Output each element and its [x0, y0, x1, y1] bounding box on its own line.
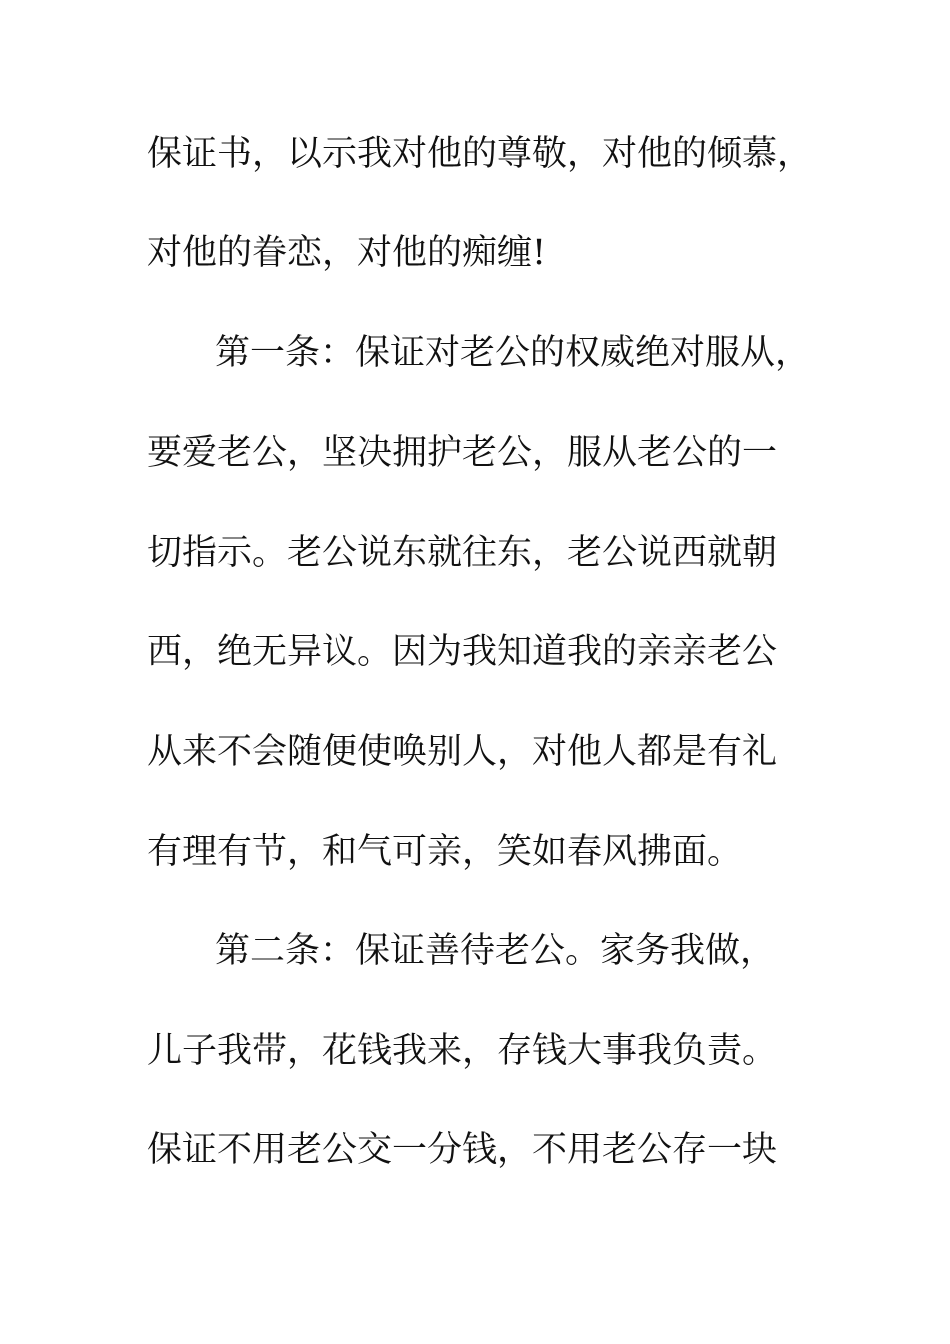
text-line: 从来不会随便使唤别人，对他人都是有礼 [147, 732, 778, 772]
text-line: 要爱老公，坚决拥护老公，服从老公的一 [147, 433, 778, 473]
text-line: 西，绝无异议。因为我知道我的亲亲老公 [147, 632, 778, 672]
text-line: 保证书，以示我对他的尊敬，对他的倾慕， [147, 134, 813, 174]
text-line: 对他的眷恋，对他的痴缠! [147, 233, 547, 273]
text-line: 保证不用老公交一分钱，不用老公存一块 [147, 1130, 778, 1170]
text-line: 有理有节，和气可亲，笑如春风拂面。 [147, 832, 743, 872]
article-1-heading-line: 第一条：保证对老公的权威绝对服从， [215, 333, 811, 373]
article-2-heading-line: 第二条：保证善待老公。家务我做， [215, 931, 776, 971]
text-line: 儿子我带，花钱我来，存钱大事我负责。 [147, 1031, 778, 1071]
text-line: 切指示。老公说东就往东，老公说西就朝 [147, 533, 778, 573]
